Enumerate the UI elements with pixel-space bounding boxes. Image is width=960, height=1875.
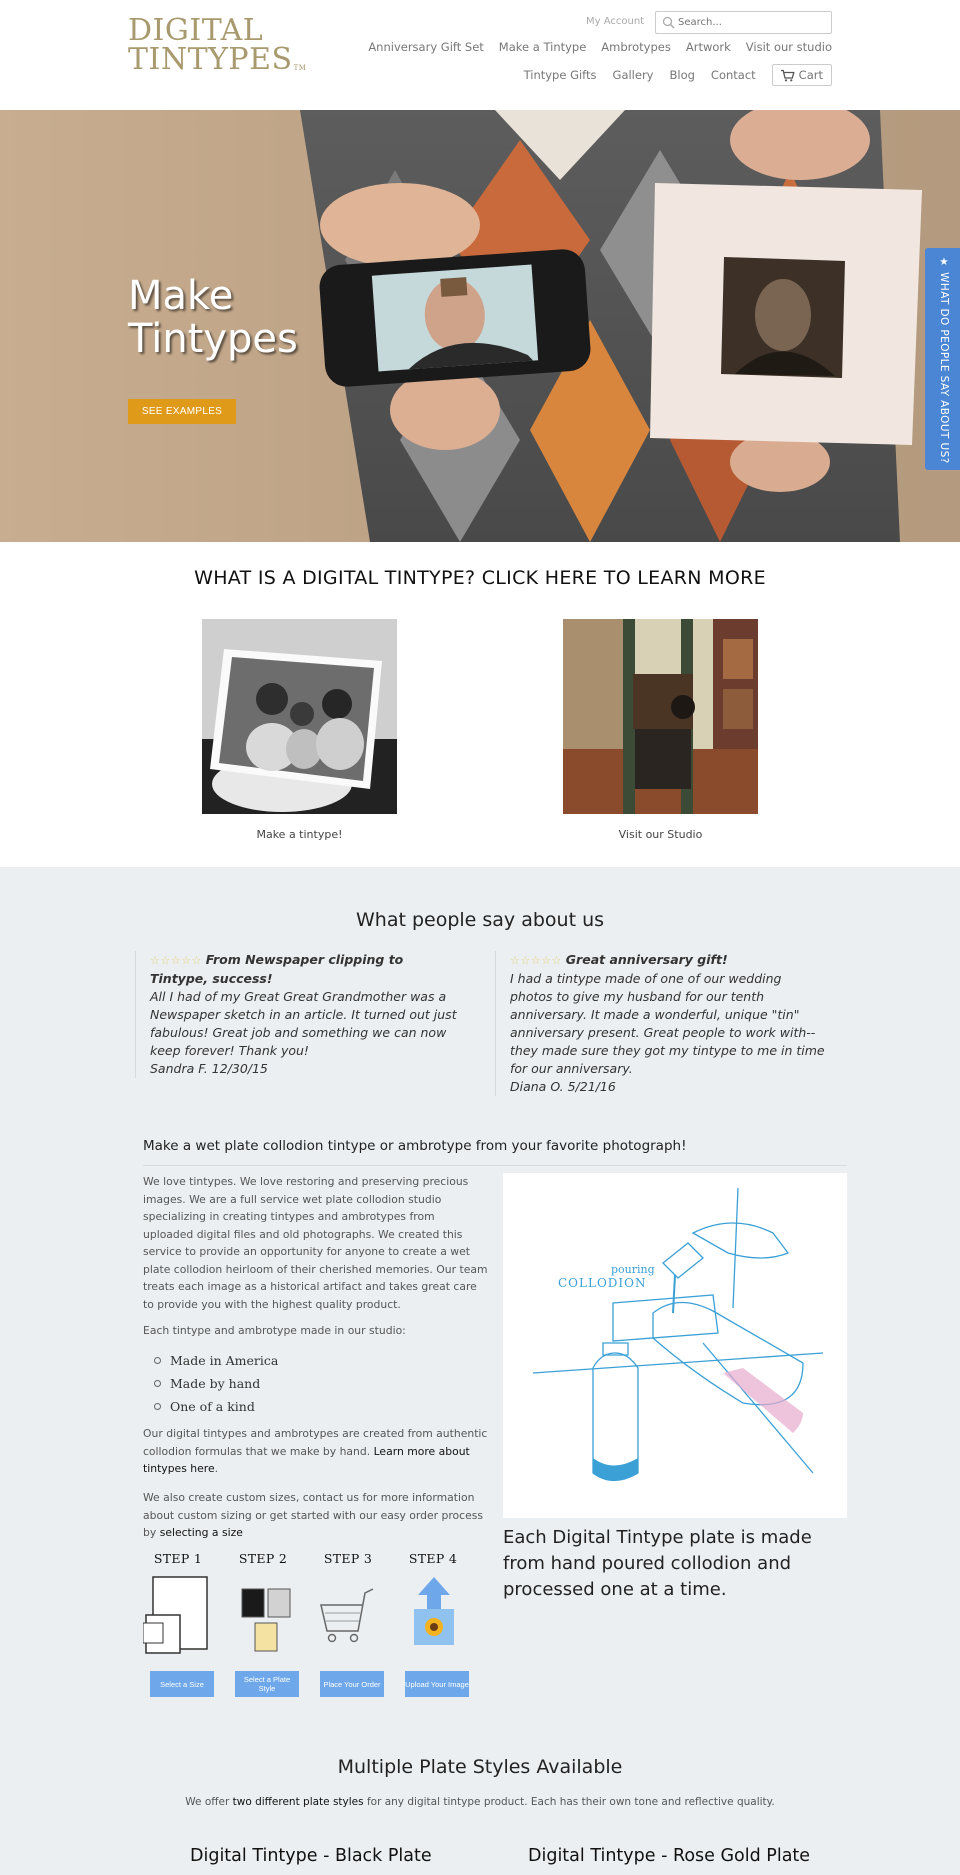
step-3 [313,1551,383,1689]
pouring-collodion-illustration [503,1173,847,1518]
search-icon [662,16,676,30]
hero-title-line1: Make [128,273,234,319]
illus-pouring-label: pouring [611,1263,655,1276]
plate-styles-link[interactable]: two different plate styles [232,1796,364,1808]
plate-description: Each Digital Tintype plate is made from hand poured collodion and processed one at a time. [503,1527,812,1600]
nav-ambrotypes[interactable]: Ambrotypes [601,40,671,54]
black-plate-heading: Digital Tintype - Black Plate [190,1846,432,1866]
place-order-button[interactable]: Place Your Order [320,1671,384,1697]
reviews-side-tab[interactable] [925,248,960,470]
nav-make-a-tintype[interactable]: Make a Tintype [498,40,587,54]
info-section [0,867,960,1875]
nav-artwork[interactable]: Artwork [685,40,731,54]
hero-banner [0,110,960,542]
plate-style-icon [228,1575,298,1659]
testimonial-author: Sandra F. 12/30/15 [150,1061,268,1076]
main-nav [368,40,832,54]
site-header [0,0,960,110]
illus-collodion-label: COLLODION [558,1276,647,1290]
step-label: STEP 2 [238,1551,288,1566]
step-4 [398,1551,469,1689]
upload-image-icon [398,1575,468,1659]
nav-anniversary-gift-set[interactable]: Anniversary Gift Set [368,40,484,54]
step-label: STEP 1 [153,1551,203,1566]
testimonial-body: I had a tintype made of one of our wedding photos to give my husband for our tenth anniversary. It made a wonderful, unique "tin" anniversary present. Great people to work with--they made sure they got my tintype to me in time for our anniversary. [510,971,825,1076]
tile-make-tintype[interactable] [202,619,397,841]
feature-list [154,1349,278,1418]
testimonial-body: All I had of my Great Great Grandmother was a Newspaper sketch in an article. It turned out just fabulous! Great job and something we can now keep forever! Thank you! [150,989,457,1058]
cart-icon [780,69,795,82]
select-plate-style-button[interactable]: Select a Plate Style [235,1671,299,1697]
feature-item: Made by hand [154,1372,278,1395]
custom-size-paragraph: We also create custom sizes, contact us for more information about custom sizing or get started with our easy order process by selecting a size [143,1491,483,1539]
testimonial-2 [495,951,825,1096]
nav-visit-our-studio[interactable]: Visit our studio [745,40,832,54]
size-frames-icon [143,1575,213,1659]
tile-visit-studio[interactable] [563,619,758,841]
step-2 [228,1551,298,1693]
testimonial-heading: Great anniversary gift! [565,952,728,967]
nav-blog[interactable]: Blog [669,68,695,82]
shopping-cart-icon [313,1575,383,1659]
testimonials-title: What people say about us [355,909,605,931]
cart-button[interactable] [772,64,832,86]
nav-contact[interactable]: Contact [710,68,756,82]
step-label: STEP 3 [323,1551,373,1566]
what-is-title[interactable]: WHAT IS A DIGITAL TINTYPE? CLICK HERE TO LEARN MORE [194,567,766,589]
search-input[interactable] [678,14,828,31]
logo-tm: TM [293,64,307,72]
side-tab-label: ★ WHAT DO PEOPLE SAY ABOUT US? [938,256,950,464]
rose-gold-plate-heading: Digital Tintype - Rose Gold Plate [528,1846,811,1866]
formula-paragraph: Our digital tintypes and ambrotypes are created from authentic collodion formulas that we make by hand. Learn more about tintypes here. [143,1427,488,1475]
tile-make-tintype-caption[interactable]: Make a tintype! [256,828,343,841]
search-box[interactable] [655,11,832,34]
tile-visit-studio-caption[interactable]: Visit our Studio [618,828,703,841]
hero-title [128,275,298,361]
nav-tintype-gifts[interactable]: Tintype Gifts [523,68,597,82]
site-logo[interactable] [128,13,307,77]
learn-more-link[interactable]: Learn more about tintypes here [143,1444,470,1475]
logo-line1: DIGITAL [128,13,264,48]
intro-paragraph: We love tintypes. We love restoring and preserving precious images. We are a full service wet plate collodion studio specializing in creating tintypes and ambrotypes from uploaded digital files and old photographs. We created this service to provide an opportunity for anyone to create a wet plate collodion heirloom of their cherished memories. Our team treats each image as a historical artifact and takes great care to provide you with the highest quality product. [143,1175,488,1311]
see-examples-button[interactable]: SEE EXAMPLES [128,399,236,424]
plate-styles-title: Multiple Plate Styles Available [337,1756,623,1778]
rating-stars: ☆☆☆☆☆ [150,954,202,967]
step-label: STEP 4 [408,1551,458,1566]
logo-line2: TINTYPES™ [128,42,307,77]
collodion-heading: Make a wet plate collodion tintype or ambrotype from your favorite photograph! [143,1138,847,1166]
testimonial-1 [135,951,465,1078]
rating-stars: ☆☆☆☆☆ [510,954,562,967]
nav-gallery[interactable]: Gallery [612,68,654,82]
what-is-section [0,542,960,867]
hero-title-line2: Tintypes [128,316,298,362]
feature-item: Made in America [154,1349,278,1372]
my-account-link[interactable]: My Account [586,16,645,27]
upload-image-button[interactable]: Upload Your Image [405,1671,469,1697]
tile-make-tintype-image[interactable] [202,619,397,814]
secondary-nav [524,64,832,86]
selecting-size-link[interactable]: selecting a size [159,1526,243,1539]
cart-label: Cart [798,68,823,82]
select-size-button[interactable]: Select a Size [150,1671,214,1697]
testimonial-heading: From Newspaper clipping to Tintype, success! [150,952,404,986]
features-intro: Each tintype and ambrotype made in our studio: [143,1324,406,1337]
feature-item: One of a kind [154,1395,278,1418]
plate-styles-subtitle: We offer two different plate styles for any digital tintype product. Each has their own tone and reflective quality. [185,1796,775,1808]
testimonial-author: Diana O. 5/21/16 [510,1079,616,1094]
step-1 [143,1551,213,1689]
tile-visit-studio-image[interactable] [563,619,758,814]
